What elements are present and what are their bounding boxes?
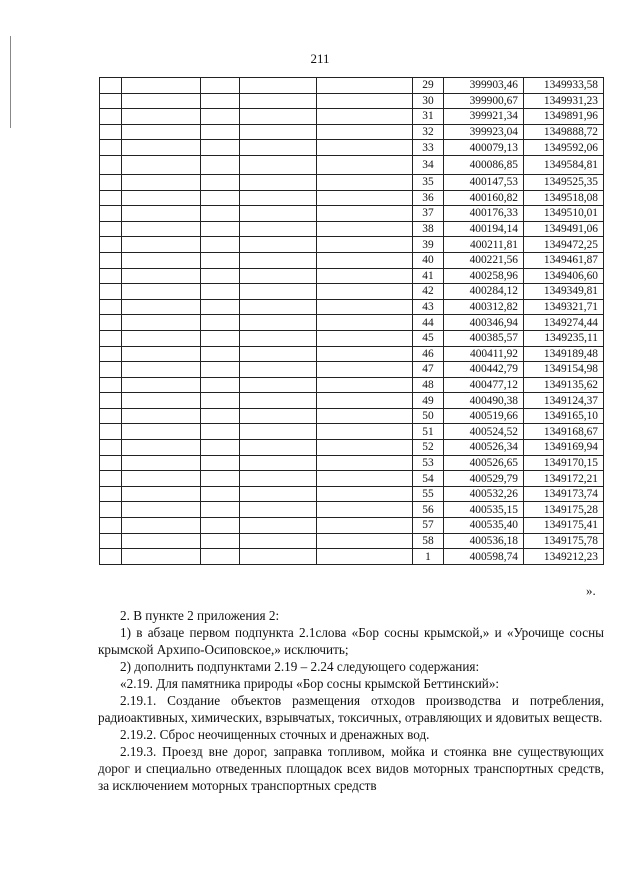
- x-coordinate-cell: 400079,13: [444, 140, 524, 156]
- y-coordinate-cell: 1349933,58: [524, 78, 604, 94]
- empty-cell: [240, 377, 317, 393]
- empty-cell: [240, 93, 317, 109]
- empty-cell: [122, 252, 201, 268]
- y-coordinate-cell: 1349173,74: [524, 486, 604, 502]
- empty-cell: [240, 299, 317, 315]
- table-row: [100, 284, 604, 300]
- table-row: [100, 486, 604, 502]
- paragraph-2-19-3: 2.19.3. Проезд вне дорог, заправка топливом, мойка и стоянка вне существующих дорог и специально отведенных площадок всех видов моторных транспортных средств, за исключением моторных транспортных средств: [98, 744, 604, 793]
- empty-cell: [100, 124, 122, 140]
- point-number-cell: 46: [413, 346, 444, 362]
- point-number-cell: 33: [413, 140, 444, 156]
- empty-cell: [122, 549, 201, 565]
- empty-cell: [100, 377, 122, 393]
- y-coordinate-cell: 1349518,08: [524, 190, 604, 206]
- point-number-cell: 52: [413, 440, 444, 456]
- empty-cell: [122, 393, 201, 409]
- x-coordinate-cell: 400536,18: [444, 533, 524, 549]
- empty-cell: [240, 252, 317, 268]
- empty-cell: [122, 455, 201, 471]
- empty-cell: [201, 124, 240, 140]
- paragraph-section-2-19: «2.19. Для памятника природы «Бор сосны крымской Беттинский»:: [120, 676, 500, 691]
- empty-cell: [100, 533, 122, 549]
- empty-cell: [240, 206, 317, 222]
- empty-cell: [240, 140, 317, 156]
- x-coordinate-cell: 400411,92: [444, 346, 524, 362]
- y-coordinate-cell: 1349172,21: [524, 471, 604, 487]
- empty-cell: [240, 124, 317, 140]
- table-row: [100, 140, 604, 156]
- y-coordinate-cell: 1349154,98: [524, 362, 604, 378]
- x-coordinate-cell: 400086,85: [444, 155, 524, 174]
- empty-cell: [100, 221, 122, 237]
- empty-cell: [317, 109, 413, 125]
- table-row: [100, 455, 604, 471]
- empty-cell: [122, 140, 201, 156]
- empty-cell: [122, 486, 201, 502]
- x-coordinate-cell: 400535,40: [444, 518, 524, 534]
- empty-cell: [317, 190, 413, 206]
- empty-cell: [201, 486, 240, 502]
- empty-cell: [317, 518, 413, 534]
- empty-cell: [201, 252, 240, 268]
- empty-cell: [100, 284, 122, 300]
- x-coordinate-cell: 400535,15: [444, 502, 524, 518]
- empty-cell: [100, 109, 122, 125]
- empty-cell: [122, 471, 201, 487]
- y-coordinate-cell: 1349491,06: [524, 221, 604, 237]
- empty-cell: [201, 140, 240, 156]
- empty-cell: [122, 408, 201, 424]
- empty-cell: [317, 440, 413, 456]
- y-coordinate-cell: 1349472,25: [524, 237, 604, 253]
- table-row: [100, 221, 604, 237]
- y-coordinate-cell: 1349175,78: [524, 533, 604, 549]
- table-row: [100, 424, 604, 440]
- empty-cell: [317, 252, 413, 268]
- empty-cell: [122, 190, 201, 206]
- empty-cell: [317, 471, 413, 487]
- empty-cell: [122, 502, 201, 518]
- empty-cell: [317, 221, 413, 237]
- x-coordinate-cell: 399921,34: [444, 109, 524, 125]
- empty-cell: [317, 455, 413, 471]
- coordinates-table-body: [100, 78, 604, 565]
- empty-cell: [240, 237, 317, 253]
- empty-cell: [240, 455, 317, 471]
- paragraph-subitem-1: 1) в абзаце первом подпункта 2.1слова «Бор сосны крымской,» и «Урочище сосны крымской Архипо-Осиповское,» исключить;: [98, 625, 604, 657]
- x-coordinate-cell: 400490,38: [444, 393, 524, 409]
- empty-cell: [100, 455, 122, 471]
- point-number-cell: 1: [413, 549, 444, 565]
- table-row: [100, 440, 604, 456]
- empty-cell: [100, 486, 122, 502]
- empty-cell: [240, 533, 317, 549]
- empty-cell: [240, 155, 317, 174]
- empty-cell: [122, 93, 201, 109]
- empty-cell: [201, 206, 240, 222]
- table-row: [100, 315, 604, 331]
- empty-cell: [240, 408, 317, 424]
- empty-cell: [317, 486, 413, 502]
- point-number-cell: 54: [413, 471, 444, 487]
- empty-cell: [122, 268, 201, 284]
- table-row: [100, 93, 604, 109]
- y-coordinate-cell: 1349888,72: [524, 124, 604, 140]
- y-coordinate-cell: 1349584,81: [524, 155, 604, 174]
- x-coordinate-cell: 400312,82: [444, 299, 524, 315]
- empty-cell: [317, 174, 413, 190]
- table-row: [100, 174, 604, 190]
- page-number: 211: [310, 51, 330, 66]
- x-coordinate-cell: 400160,82: [444, 190, 524, 206]
- empty-cell: [317, 206, 413, 222]
- empty-cell: [201, 190, 240, 206]
- x-coordinate-cell: 400526,65: [444, 455, 524, 471]
- y-coordinate-cell: 1349461,87: [524, 252, 604, 268]
- y-coordinate-cell: 1349321,71: [524, 299, 604, 315]
- x-coordinate-cell: 400385,57: [444, 330, 524, 346]
- y-coordinate-cell: 1349165,10: [524, 408, 604, 424]
- y-coordinate-cell: 1349169,94: [524, 440, 604, 456]
- table-row: [100, 377, 604, 393]
- empty-cell: [100, 252, 122, 268]
- empty-cell: [201, 330, 240, 346]
- empty-cell: [201, 408, 240, 424]
- empty-cell: [100, 393, 122, 409]
- x-coordinate-cell: 400529,79: [444, 471, 524, 487]
- empty-cell: [240, 109, 317, 125]
- table-row: [100, 190, 604, 206]
- empty-cell: [100, 237, 122, 253]
- empty-cell: [240, 393, 317, 409]
- table-row: [100, 533, 604, 549]
- x-coordinate-cell: 400258,96: [444, 268, 524, 284]
- empty-cell: [100, 140, 122, 156]
- point-number-cell: 42: [413, 284, 444, 300]
- paragraph-item-2: 2. В пункте 2 приложения 2:: [120, 608, 280, 623]
- empty-cell: [122, 78, 201, 94]
- point-number-cell: 55: [413, 486, 444, 502]
- empty-cell: [122, 533, 201, 549]
- empty-cell: [317, 502, 413, 518]
- empty-cell: [201, 155, 240, 174]
- x-coordinate-cell: 400147,53: [444, 174, 524, 190]
- empty-cell: [317, 549, 413, 565]
- empty-cell: [317, 377, 413, 393]
- empty-cell: [317, 284, 413, 300]
- empty-cell: [100, 190, 122, 206]
- point-number-cell: 35: [413, 174, 444, 190]
- point-number-cell: 36: [413, 190, 444, 206]
- empty-cell: [100, 408, 122, 424]
- y-coordinate-cell: 1349135,62: [524, 377, 604, 393]
- empty-cell: [317, 124, 413, 140]
- point-number-cell: 32: [413, 124, 444, 140]
- empty-cell: [201, 268, 240, 284]
- table-row: [100, 393, 604, 409]
- table-row: [100, 330, 604, 346]
- x-coordinate-cell: 400477,12: [444, 377, 524, 393]
- paragraph-2-19-2: 2.19.2. Сброс неочищенных сточных и дренажных вод.: [120, 727, 430, 742]
- empty-cell: [240, 330, 317, 346]
- point-number-cell: 58: [413, 533, 444, 549]
- empty-cell: [201, 346, 240, 362]
- point-number-cell: 45: [413, 330, 444, 346]
- empty-cell: [240, 549, 317, 565]
- point-number-cell: 37: [413, 206, 444, 222]
- empty-cell: [317, 408, 413, 424]
- empty-cell: [122, 124, 201, 140]
- table-row: [100, 252, 604, 268]
- empty-cell: [240, 315, 317, 331]
- table-row: [100, 124, 604, 140]
- x-coordinate-cell: 400532,26: [444, 486, 524, 502]
- empty-cell: [100, 346, 122, 362]
- empty-cell: [201, 109, 240, 125]
- empty-cell: [100, 440, 122, 456]
- x-coordinate-cell: 400176,33: [444, 206, 524, 222]
- point-number-cell: 51: [413, 424, 444, 440]
- empty-cell: [122, 237, 201, 253]
- x-coordinate-cell: 400284,12: [444, 284, 524, 300]
- empty-cell: [240, 221, 317, 237]
- y-coordinate-cell: 1349170,15: [524, 455, 604, 471]
- empty-cell: [201, 549, 240, 565]
- point-number-cell: 39: [413, 237, 444, 253]
- empty-cell: [317, 140, 413, 156]
- empty-cell: [100, 315, 122, 331]
- empty-cell: [100, 518, 122, 534]
- x-coordinate-cell: 400519,66: [444, 408, 524, 424]
- y-coordinate-cell: 1349274,44: [524, 315, 604, 331]
- empty-cell: [317, 424, 413, 440]
- empty-cell: [122, 362, 201, 378]
- empty-cell: [317, 237, 413, 253]
- coordinates-table: [99, 77, 604, 565]
- paragraph-2-19-1: 2.19.1. Создание объектов размещения отходов производства и потребления, радиоактивных, химических, взрывчатых, токсичных, отравляющих и ядовитых веществ.: [98, 693, 604, 725]
- y-coordinate-cell: 1349592,06: [524, 140, 604, 156]
- empty-cell: [317, 78, 413, 94]
- empty-cell: [201, 221, 240, 237]
- empty-cell: [201, 78, 240, 94]
- table-row: [100, 471, 604, 487]
- empty-cell: [201, 377, 240, 393]
- empty-cell: [317, 93, 413, 109]
- empty-cell: [122, 206, 201, 222]
- table-row: [100, 362, 604, 378]
- point-number-cell: 43: [413, 299, 444, 315]
- empty-cell: [201, 455, 240, 471]
- empty-cell: [240, 78, 317, 94]
- empty-cell: [122, 377, 201, 393]
- empty-cell: [100, 330, 122, 346]
- empty-cell: [100, 299, 122, 315]
- empty-cell: [201, 502, 240, 518]
- empty-cell: [317, 268, 413, 284]
- table-row: [100, 109, 604, 125]
- empty-cell: [240, 440, 317, 456]
- point-number-cell: 57: [413, 518, 444, 534]
- empty-cell: [122, 174, 201, 190]
- empty-cell: [100, 549, 122, 565]
- point-number-cell: 31: [413, 109, 444, 125]
- empty-cell: [201, 518, 240, 534]
- point-number-cell: 34: [413, 155, 444, 174]
- point-number-cell: 53: [413, 455, 444, 471]
- y-coordinate-cell: 1349891,96: [524, 109, 604, 125]
- y-coordinate-cell: 1349349,81: [524, 284, 604, 300]
- empty-cell: [240, 190, 317, 206]
- empty-cell: [122, 424, 201, 440]
- point-number-cell: 44: [413, 315, 444, 331]
- empty-cell: [122, 299, 201, 315]
- table-row: [100, 155, 604, 174]
- closing-quote: ».: [586, 583, 596, 598]
- y-coordinate-cell: 1349525,35: [524, 174, 604, 190]
- empty-cell: [317, 533, 413, 549]
- empty-cell: [100, 155, 122, 174]
- empty-cell: [240, 268, 317, 284]
- empty-cell: [317, 315, 413, 331]
- y-coordinate-cell: 1349175,41: [524, 518, 604, 534]
- empty-cell: [240, 502, 317, 518]
- empty-cell: [201, 237, 240, 253]
- y-coordinate-cell: 1349235,11: [524, 330, 604, 346]
- empty-cell: [122, 440, 201, 456]
- empty-cell: [122, 330, 201, 346]
- x-coordinate-cell: 400442,79: [444, 362, 524, 378]
- empty-cell: [240, 424, 317, 440]
- empty-cell: [240, 362, 317, 378]
- empty-cell: [201, 440, 240, 456]
- empty-cell: [317, 155, 413, 174]
- x-coordinate-cell: 400598,74: [444, 549, 524, 565]
- table-row: [100, 408, 604, 424]
- x-coordinate-cell: 400211,81: [444, 237, 524, 253]
- empty-cell: [122, 315, 201, 331]
- scan-edge-line: [10, 36, 11, 128]
- table-row: [100, 549, 604, 565]
- x-coordinate-cell: 399900,67: [444, 93, 524, 109]
- empty-cell: [317, 393, 413, 409]
- empty-cell: [122, 518, 201, 534]
- x-coordinate-cell: 399923,04: [444, 124, 524, 140]
- y-coordinate-cell: 1349510,01: [524, 206, 604, 222]
- point-number-cell: 41: [413, 268, 444, 284]
- point-number-cell: 47: [413, 362, 444, 378]
- x-coordinate-cell: 400524,52: [444, 424, 524, 440]
- x-coordinate-cell: 400194,14: [444, 221, 524, 237]
- empty-cell: [240, 486, 317, 502]
- empty-cell: [240, 346, 317, 362]
- empty-cell: [201, 93, 240, 109]
- y-coordinate-cell: 1349212,23: [524, 549, 604, 565]
- empty-cell: [317, 299, 413, 315]
- y-coordinate-cell: 1349175,28: [524, 502, 604, 518]
- empty-cell: [201, 362, 240, 378]
- empty-cell: [100, 471, 122, 487]
- point-number-cell: 29: [413, 78, 444, 94]
- x-coordinate-cell: 400346,94: [444, 315, 524, 331]
- x-coordinate-cell: 400221,56: [444, 252, 524, 268]
- empty-cell: [201, 299, 240, 315]
- empty-cell: [122, 346, 201, 362]
- empty-cell: [317, 362, 413, 378]
- point-number-cell: 30: [413, 93, 444, 109]
- empty-cell: [201, 533, 240, 549]
- x-coordinate-cell: 400526,34: [444, 440, 524, 456]
- empty-cell: [100, 362, 122, 378]
- point-number-cell: 48: [413, 377, 444, 393]
- point-number-cell: 40: [413, 252, 444, 268]
- empty-cell: [122, 221, 201, 237]
- empty-cell: [100, 78, 122, 94]
- empty-cell: [201, 315, 240, 331]
- empty-cell: [122, 109, 201, 125]
- table-row: [100, 346, 604, 362]
- empty-cell: [100, 93, 122, 109]
- table-row: [100, 518, 604, 534]
- empty-cell: [201, 424, 240, 440]
- empty-cell: [317, 346, 413, 362]
- y-coordinate-cell: 1349168,67: [524, 424, 604, 440]
- y-coordinate-cell: 1349931,23: [524, 93, 604, 109]
- table-row: [100, 78, 604, 94]
- x-coordinate-cell: 399903,46: [444, 78, 524, 94]
- empty-cell: [122, 284, 201, 300]
- point-number-cell: 50: [413, 408, 444, 424]
- empty-cell: [100, 268, 122, 284]
- table-row: [100, 268, 604, 284]
- empty-cell: [100, 206, 122, 222]
- body-text: [98, 607, 604, 794]
- table-row: [100, 299, 604, 315]
- empty-cell: [240, 174, 317, 190]
- paragraph-subitem-2: 2) дополнить подпунктами 2.19 – 2.24 следующего содержания:: [120, 659, 480, 674]
- point-number-cell: 38: [413, 221, 444, 237]
- y-coordinate-cell: 1349189,48: [524, 346, 604, 362]
- empty-cell: [100, 502, 122, 518]
- empty-cell: [240, 284, 317, 300]
- y-coordinate-cell: 1349406,60: [524, 268, 604, 284]
- empty-cell: [201, 393, 240, 409]
- empty-cell: [122, 155, 201, 174]
- empty-cell: [100, 424, 122, 440]
- point-number-cell: 56: [413, 502, 444, 518]
- empty-cell: [100, 174, 122, 190]
- point-number-cell: 49: [413, 393, 444, 409]
- table-row: [100, 237, 604, 253]
- empty-cell: [201, 174, 240, 190]
- table-row: [100, 206, 604, 222]
- empty-cell: [201, 284, 240, 300]
- empty-cell: [240, 471, 317, 487]
- y-coordinate-cell: 1349124,37: [524, 393, 604, 409]
- empty-cell: [201, 471, 240, 487]
- empty-cell: [317, 330, 413, 346]
- empty-cell: [240, 518, 317, 534]
- table-row: [100, 502, 604, 518]
